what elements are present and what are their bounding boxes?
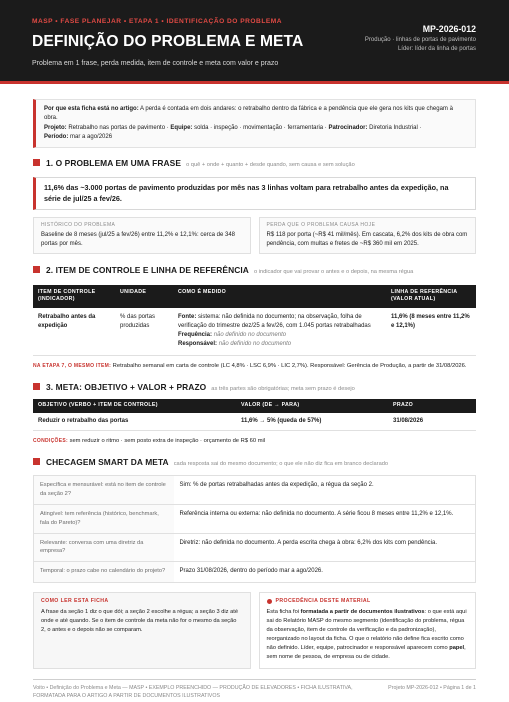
step7-note: NA ETAPA 7, O MESMO ITEM: Retrabalho semanal em carta de controle (LC 4,8% · LSC 6,9% · LIC 2,7%). Responsável: Gerência de Produção, a partir de 31/08/2026.	[33, 362, 467, 369]
goal-table: OBJETIVO (VERBO + ITEM DE CONTROLE) VALOR (DE → PARA) PRAZO Reduzir o retrabalho das portas 11,6% → 5% (queda de 57%) 31/08/2026	[33, 399, 476, 430]
loss-box: PERDA QUE O PROBLEMA CAUSA HOJE R$ 118 por porta (~R$ 41 mil/mês). Em cascata, 6,2% dos kits de obra com pendência, com multas e fretes de ~R$ 360 mil em 2025.	[259, 217, 477, 254]
history-box: HISTÓRICO DO PROBLEMA Baseline de 8 meses (jul/25 a fev/26) entre 11,2% e 12,1%: cerca de 348 portas por mês.	[33, 217, 251, 254]
table-row: Reduzir o retrabalho das portas 11,6% → 5% (queda de 57%) 31/08/2026	[33, 413, 476, 431]
intro-box	[33, 99, 476, 148]
table-row: Temporal: o prazo cabe no calendário do projeto? Prazo 31/08/2026, dentro do período mar a ago/2026.	[34, 562, 476, 582]
header-accent-line	[0, 81, 509, 84]
table-row: Atingível: tem referência (histórico, benchmark, fala do Pareto)? Referência interna ou externa: não definida no documento. A série ficou 8 meses entre 11,2% e 12,1%.	[34, 504, 476, 533]
intro-why: Por que esta ficha está no artigo: A perda é contada em dois andares: o retrabalho dentro da fábrica e a pendência que ele gera nos kits que chegam à obra.	[44, 106, 453, 122]
origin-dot-icon	[267, 599, 272, 604]
footer-page: Projeto MP-2026-012 • Página 1 de 1	[388, 685, 476, 691]
footer-left: Voito • Definição do Problema e Meta — MASP • EXEMPLO PREENCHIDO — PRODUÇÃO DE ELEVADORES • FICHA ILUSTRATIVA, FORMATADA PARA O ARTIGO A PARTIR DE DOCUMENTOS ILUSTRATIVOS	[33, 685, 353, 699]
table-row: Retrabalho antes da expedição % das portas produzidas Fonte: sistema: não definida no documento; na observação, folha de verificação do trimestre dez/25 a fev/26, com 1.045 portas retrabalhadas Frequência: não definido no documento Responsável: não definido no documento 11,6% (8 meses entre 11,2% e 12,1%)	[33, 308, 476, 356]
page-footer	[33, 679, 476, 701]
conditions-note: CONDIÇÕES: sem reduzir o ritmo · sem posto extra de inspeção · orçamento de R$ 60 mil	[33, 437, 266, 444]
header-kicker: MASP • FASE PLANEJAR • ETAPA 1 • IDENTIFICAÇÃO DO PROBLEMA	[32, 18, 282, 25]
table-row: Específica e mensurável: está no item de controle da seção 2? Sim: % de portas retrabalhadas antes da expedição, a régua da seção 2.	[34, 476, 476, 505]
section-3-heading: 3. META: OBJETIVO + VALOR + PRAZO as três partes são obrigatórias; meta sem prazo é desejo	[33, 382, 476, 394]
header-meta	[365, 36, 476, 55]
intro-project-line: Projeto: Retrabalho nas portas de pavimento · Equipe: solda · inspeção · movimentação · ferramentaria · Patrocinador: Diretoria Industrial · Período: mar a ago/2026	[44, 124, 422, 140]
section-marker-icon	[33, 266, 40, 273]
section-1-heading: 1. O PROBLEMA EM UMA FRASE o quê + onde + quanto + desde quando, sem causa e sem solução	[33, 158, 476, 170]
page-header	[0, 0, 509, 84]
section-4-heading: CHECAGEM SMART DA META cada resposta sai do mesmo documento; o que ele não diz fica em branco declarado	[33, 457, 476, 469]
project-code: MP-2026-012	[422, 24, 476, 34]
page-subtitle: Problema em 1 frase, perda medida, item de controle e meta com valor e prazo	[32, 59, 279, 67]
origin-box: PROCEDÊNCIA DESTE MATERIAL Esta ficha foi formatada a partir de documentos ilustrativos: o que está aqui sai do Relatório MASP do mesmo segmento (identificação do problema, régua da observação, item de controle da verificação e da padronização), reorganizado no layout da ficha. O que o relatório não define fica escrito como não definido. Líder, equipe, patrocinador e responsável aparecem como papel, sem nome de pessoa, de empresa ou de cidade.	[259, 592, 477, 669]
table-row: Relevante: conversa com uma diretriz da empresa? Diretriz: não definida no documento. A perda escrita chega à obra: 6,2% dos kits com pendência.	[34, 533, 476, 562]
section-marker-icon	[33, 159, 40, 166]
control-item-table: ITEM DE CONTROLE (INDICADOR) UNIDADE COMO É MEDIDO LINHA DE REFERÊNCIA (VALOR ATUAL) Retrabalho antes da expedição % das portas produzidas Fonte: sistema: não definida no documento; na observação, folha de verificação do trimestre dez/25 a fev/26, com 1.045 portas retrabalhadas Frequência: não definido no documento Responsável: não definido no documento 11,6% (8 meses entre 11,2% e 12,1%)	[33, 285, 476, 356]
header-meta-leader: Líder: líder da linha de portas	[397, 46, 476, 53]
smart-check-table	[33, 475, 476, 582]
header-meta-area: Produção · linhas de portas de pavimento	[364, 37, 476, 43]
how-to-read-box: COMO LER ESTA FICHA A frase da seção 1 diz o que dói; a seção 2 escolhe a régua; a seção 3 diz até onde e até quando. Se o item de controle da meta não for o mesmo da seção 2, o antes e o depois não se comparam.	[33, 592, 251, 669]
page-title: DEFINIÇÃO DO PROBLEMA E META	[32, 32, 304, 50]
section-2-heading: 2. ITEM DE CONTROLE E LINHA DE REFERÊNCIA o indicador que vai provar o antes e o depois, na mesma régua	[33, 265, 476, 277]
section-marker-icon	[33, 383, 40, 390]
section-marker-icon	[33, 458, 40, 465]
problem-statement: 11,6% das ~3.000 portas de pavimento produzidas por mês nas 3 linhas voltam para retrabalho antes da expedição, na série de jul/25 a fev/26.	[33, 177, 476, 211]
